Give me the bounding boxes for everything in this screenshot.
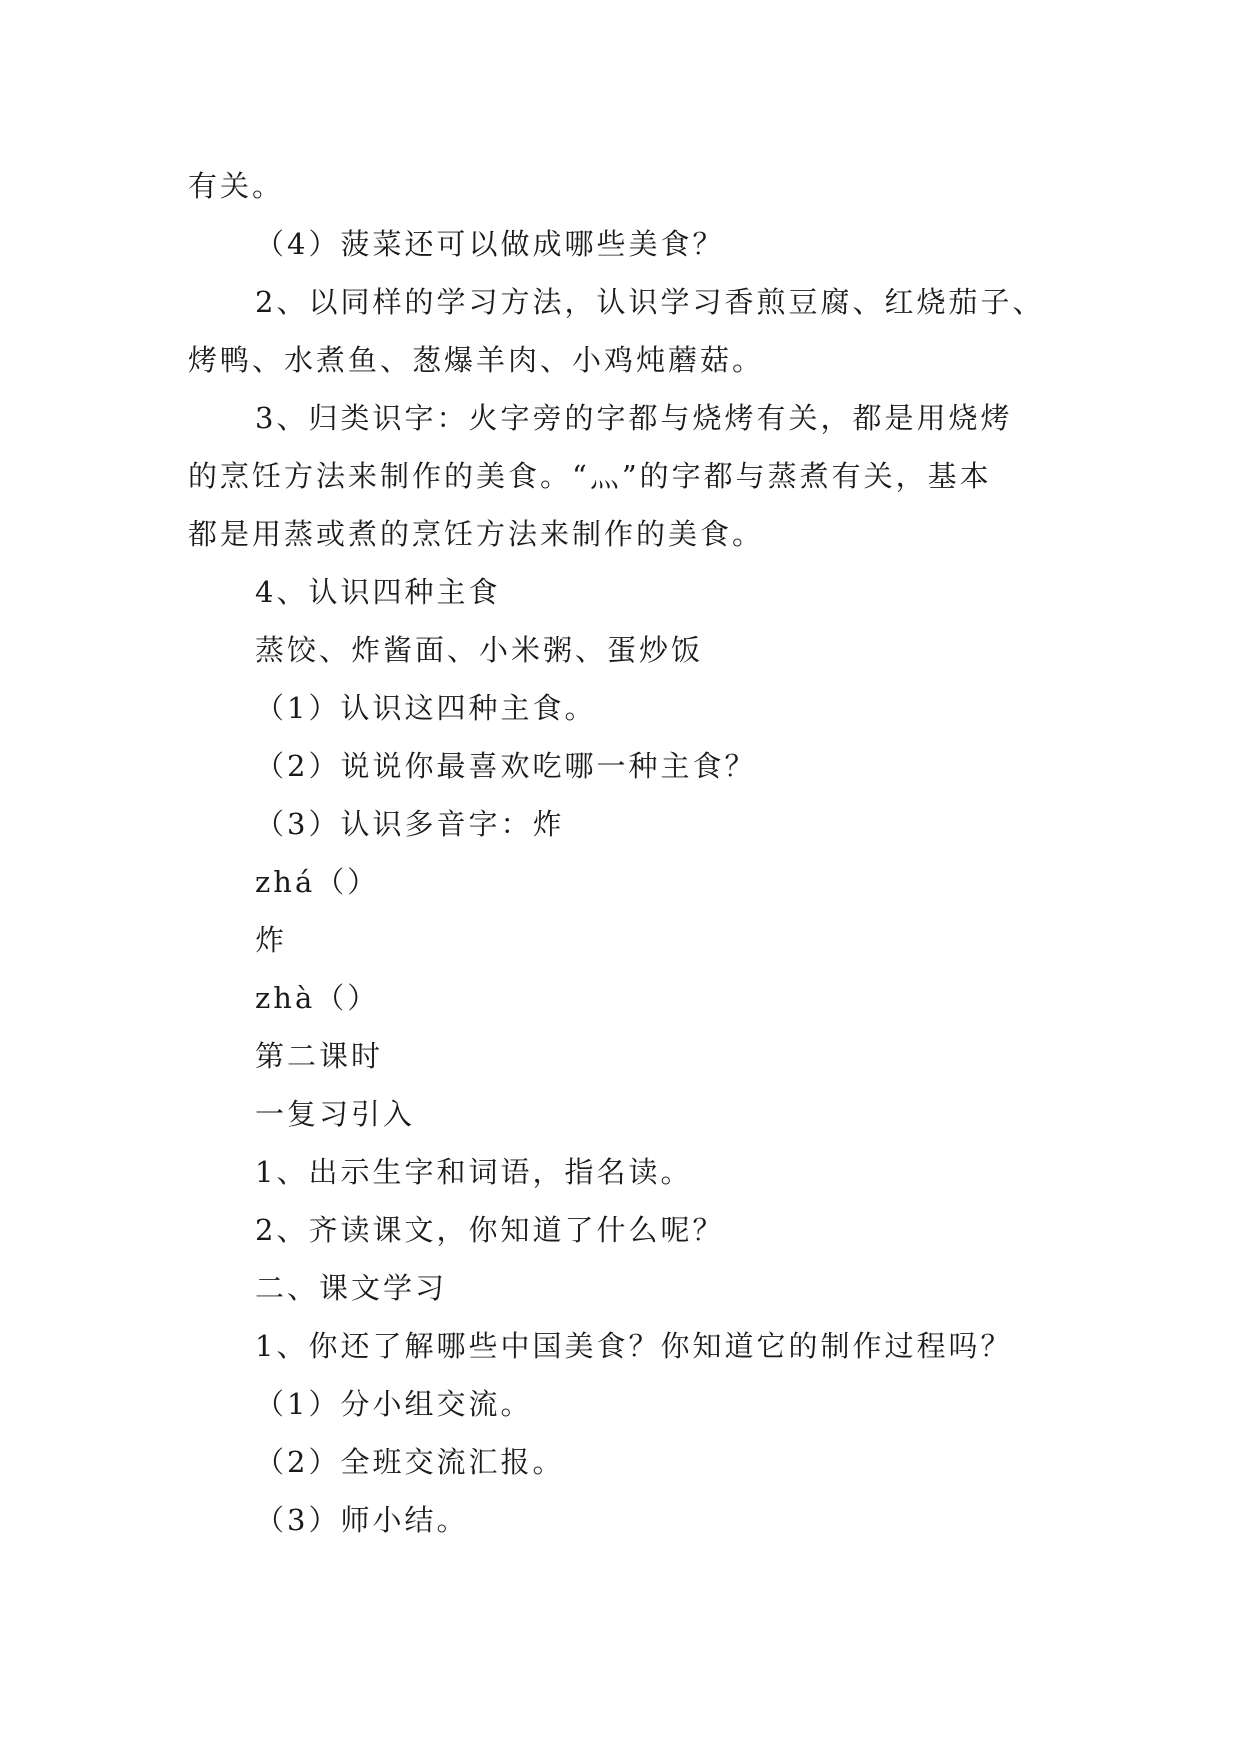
text-line-20: 二、课文学习	[255, 1271, 448, 1305]
text-line-12: （3）认识多音字：炸	[255, 807, 565, 841]
text-line-1: 有关。	[188, 169, 285, 203]
text-line-18: 1、出示生字和词语，指名读。	[255, 1155, 693, 1189]
text-line-22: （1）分小组交流。	[255, 1387, 533, 1421]
text-line-13: zhá（）	[255, 865, 380, 899]
text-line-4: 烤鸭、水煮鱼、葱爆羊肉、小鸡炖蘑菇。	[188, 343, 765, 377]
text-line-14: 炸	[255, 923, 288, 957]
text-line-15: zhà（）	[255, 981, 380, 1015]
text-line-23: （2）全班交流汇报。	[255, 1445, 565, 1479]
text-line-21: 1、你还了解哪些中国美食？你知道它的制作过程吗？	[255, 1329, 1013, 1363]
text-line-8: 4、认识四种主食	[255, 575, 501, 609]
text-line-7: 都是用蒸或煮的烹饪方法来制作的美食。	[188, 517, 765, 551]
text-line-11: （2）说说你最喜欢吃哪一种主食？	[255, 749, 757, 783]
text-line-9: 蒸饺、炸酱面、小米粥、蛋炒饭	[255, 633, 704, 667]
text-line-5: 3、归类识字：火字旁的字都与烧烤有关，都是用烧烤	[255, 401, 1013, 435]
text-line-2: （4）菠菜还可以做成哪些美食？	[255, 227, 725, 261]
text-line-17: 一复习引入	[255, 1097, 416, 1131]
text-line-24: （3）师小结。	[255, 1503, 469, 1537]
text-line-16: 第二课时	[255, 1039, 384, 1073]
text-line-19: 2、齐读课文，你知道了什么呢？	[255, 1213, 725, 1247]
text-line-10: （1）认识这四种主食。	[255, 691, 597, 725]
text-line-6: 的烹饪方法来制作的美食。“灬”的字都与蒸煮有关，基本	[188, 459, 992, 493]
text-line-3: 2、以同样的学习方法，认识学习香煎豆腐、红烧茄子、	[255, 285, 1045, 319]
